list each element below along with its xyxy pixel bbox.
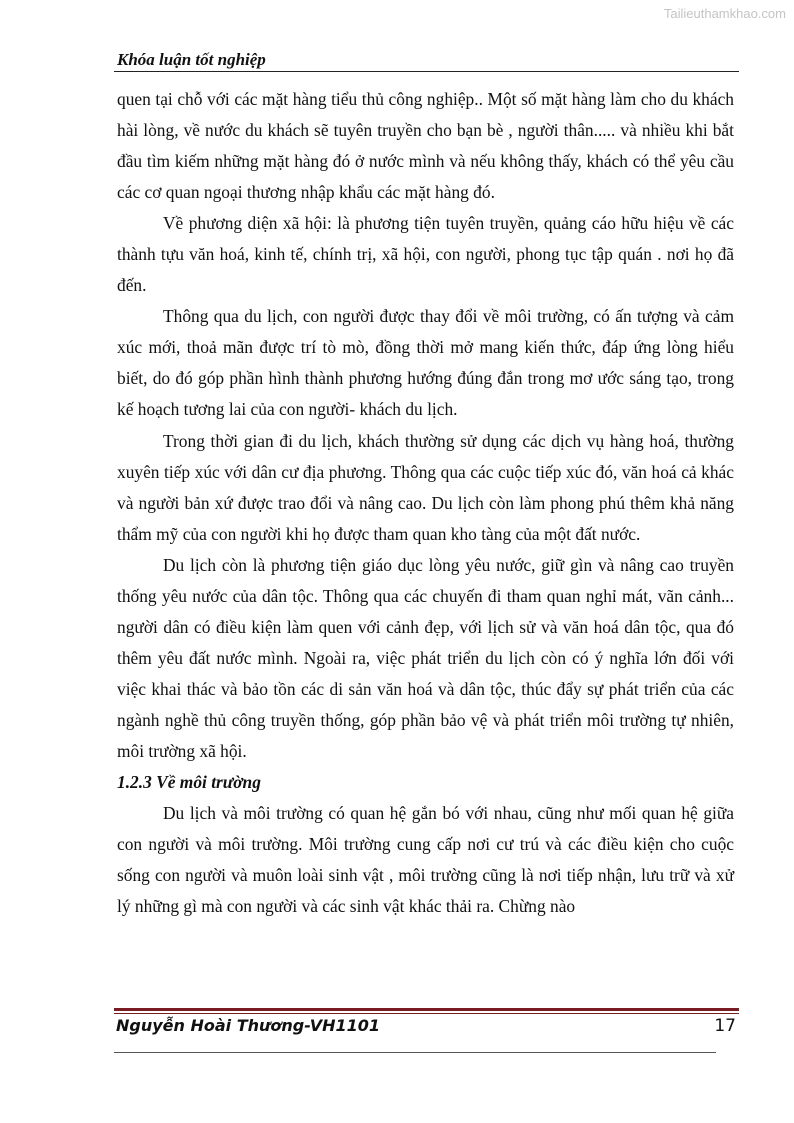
section-heading: 1.2.3 Về môi trường [117,772,261,793]
document-body [117,84,734,922]
paragraph-continuation: quen tại chỗ với các mặt hàng tiểu thủ công nghiệp.. Một số mặt hàng làm cho du khách hài lòng, về nước du khách sẽ tuyên truyền cho bạn bè , người thân..... và nhiều khi bắt đầu tìm kiếm những mặt hàng đó ở nước mình và nếu không thấy, khách có thể yêu cầu các cơ quan ngoại thương nhập khẩu các mặt hàng đó. [117,89,734,203]
footer-divider [114,1052,716,1053]
paragraph: Trong thời gian đi du lịch, khách thường sử dụng các dịch vụ hàng hoá, thường xuyên tiếp xúc với dân cư địa phương. Thông qua các cuộc tiếp xúc đó, văn hoá cả khác và người bản xứ được trao đổi và nâng cao. Du lịch còn làm phong phú thêm khả năng thẩm mỹ của con người khi họ được tham quan kho tàng của một đất nước. [117,430,734,544]
header-divider [114,71,739,72]
footer-rule-thick [114,1008,739,1011]
page-header-title: Khóa luận tốt nghiệp [117,50,266,69]
footer-author: Nguyễn Hoài Thương-VH1101 [116,1016,381,1035]
paragraph: Du lịch còn là phương tiện giáo dục lòng yêu nước, giữ gìn và nâng cao truyền thống yêu nước của dân tộc. Thông qua các chuyến đi tham quan nghỉ mát, vãn cảnh... người dân có điều kiện làm quen với cảnh đẹp, với lịch sử và văn hoá dân tộc, qua đó thêm yêu đất nước mình. Ngoài ra, việc phát triển du lịch còn có ý nghĩa lớn đối với việc khai thác và bảo tồn các di sản văn hoá và dân tộc, thúc đẩy sự phát triển của các ngành nghề thủ công truyền thống, góp phần bảo vệ và phát triển môi trường tự nhiên, môi trường xã hội. [117,554,734,761]
page-number: 17 [714,1016,736,1036]
watermark-text: Tailieuthamkhao.com [663,6,786,21]
footer-rule-thin [114,1013,739,1014]
paragraph: Về phương diện xã hội: là phương tiện tuyên truyền, quảng cáo hữu hiệu về các thành tựu văn hoá, kinh tế, chính trị, xã hội, con người, phong tục tập quán . nơi họ đã đến. [117,213,734,296]
paragraph: Thông qua du lịch, con người được thay đổi về môi trường, có ấn tượng và cảm xúc mới, thoả mãn được trí tò mò, đồng thời mở mang kiến thức, đáp ứng lòng hiểu biết, do đó góp phần hình thành phương hướng đúng đắn trong mơ ước sáng tạo, trong kế hoạch tương lai của con người- khách du lịch. [117,306,734,420]
paragraph: Du lịch và môi trường có quan hệ gắn bó với nhau, cũng như mối quan hệ giữa con người và môi trường. Môi trường cung cấp nơi cư trú và các điều kiện cho cuộc sống con người và muôn loài sinh vật , môi trường cũng là nơi tiếp nhận, lưu trữ và xử lý những gì mà con người và các sinh vật khác thải ra. Chừng nào [117,803,734,917]
